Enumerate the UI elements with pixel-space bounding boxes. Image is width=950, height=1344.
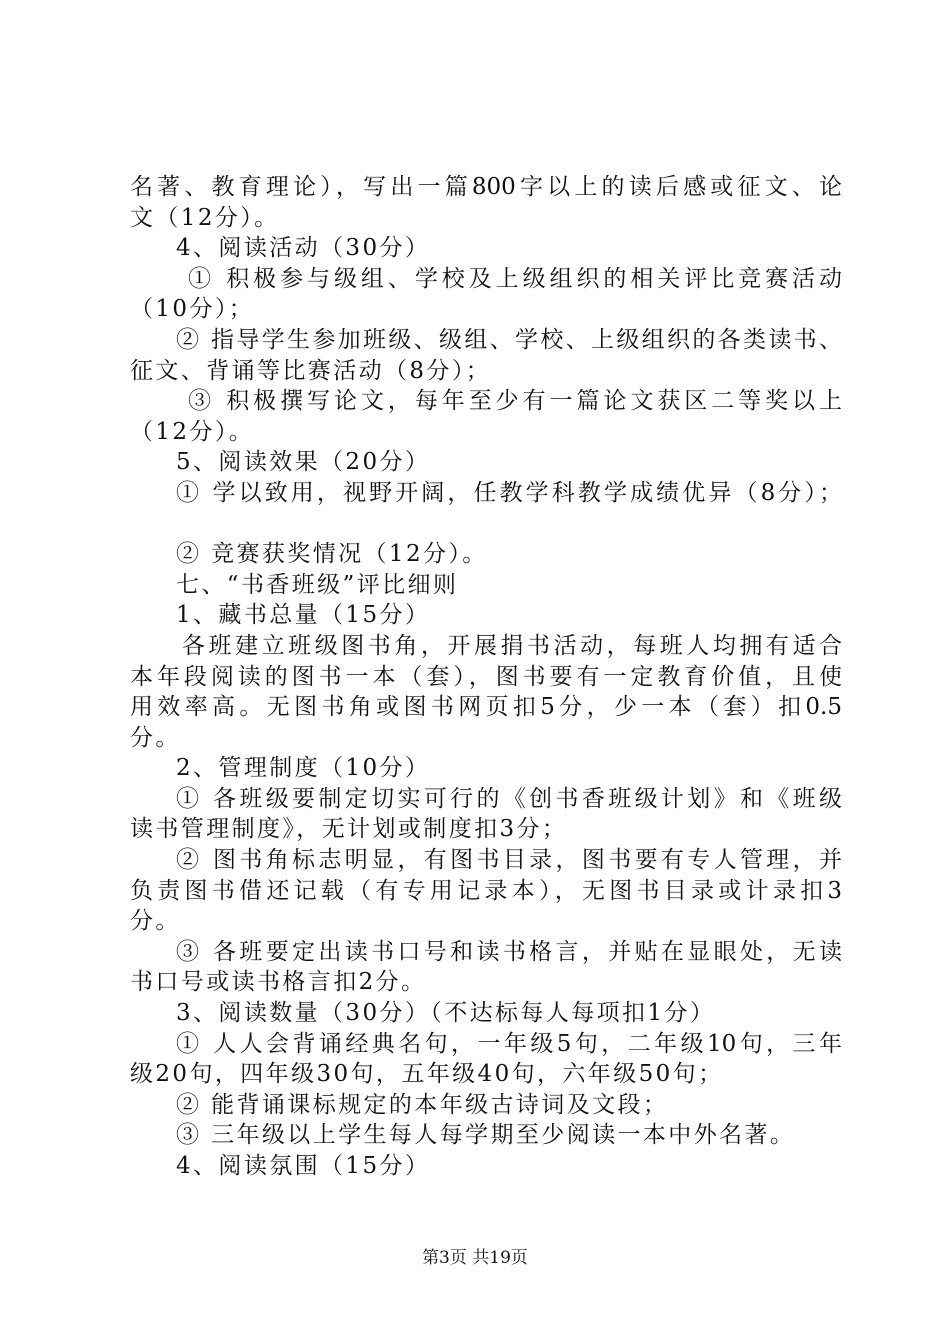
text-line: 本年段阅读的图书一本（套），图书要有一定教育价值，且使: [130, 663, 842, 690]
text-line: 各班建立班级图书角，开展捐书活动，每班人均拥有适合: [182, 632, 842, 659]
text-line: 分。: [130, 908, 181, 935]
text-line: ③ 三年级以上学生每人每学期至少阅读一本中外名著。: [176, 1122, 796, 1149]
text-line: ② 能背诵课标规定的本年级古诗词及文段；: [176, 1091, 669, 1118]
text-line: ② 图书角标志明显，有图书目录，图书要有专人管理，并: [176, 847, 842, 874]
section-heading: 七、“书香班级”评比细则: [176, 571, 459, 598]
text-line: 文（12分）。: [130, 204, 280, 231]
section-heading: 4、阅读活动（30分）: [176, 235, 431, 262]
text-line: ① 学以致用，视野开阔，任教学科教学成绩优异（8分）；: [176, 479, 842, 506]
text-line: 分。: [130, 724, 181, 751]
text-line: ① 人人会背诵经典名句，一年级5句，二年级10句，三年: [176, 1030, 842, 1057]
text-line: ① 积极参与级组、学校及上级组织的相关评比竞赛活动: [188, 265, 842, 292]
text-line: （12分）。: [130, 418, 255, 445]
text-line: 读书管理制度》，无计划或制度扣3分；: [130, 816, 568, 843]
text-line: 用效率高。无图书角或图书网页扣5分，少一本（套）扣0.5: [130, 694, 842, 721]
text-line: （10分）；: [130, 296, 255, 323]
text-line: ② 指导学生参加班级、级组、学校、上级组织的各类读书、: [176, 326, 842, 353]
text-line: ③ 各班要定出读书口号和读书格言，并贴在显眼处，无读: [176, 938, 842, 965]
text-line: 书口号或读书格言扣2分。: [130, 969, 427, 996]
text-line: ② 竞赛获奖情况（12分）。: [176, 541, 488, 568]
section-heading: 5、阅读效果（20分）: [176, 449, 431, 476]
text-line: 级20句，四年级30句，五年级40句，六年级50句；: [130, 1061, 724, 1088]
section-heading: 1、藏书总量（15分）: [176, 602, 431, 629]
section-heading: 2、管理制度（10分）: [176, 755, 431, 782]
text-line: 征文、背诵等比赛活动（8分）；: [130, 357, 492, 384]
text-line: 负责图书借还记载（有专用记录本），无图书目录或计录扣3: [130, 877, 842, 904]
section-heading: 4、阅读氛围（15分）: [176, 1153, 431, 1179]
section-heading: 3、阅读数量（30分）（不达标每人每项扣1分）: [176, 1000, 716, 1027]
text-line: 名著、教育理论），写出一篇800字以上的读后感或征文、论: [130, 174, 842, 200]
page-number-footer: 第3页 共19页: [422, 1248, 528, 1268]
text-line: ③ 积极撰写论文，每年至少有一篇论文获区二等奖以上: [188, 388, 842, 415]
document-body: [130, 172, 842, 1182]
text-line: ① 各班级要制定切实可行的《创书香班级计划》和《班级: [176, 785, 842, 812]
blank-line: [130, 509, 842, 540]
